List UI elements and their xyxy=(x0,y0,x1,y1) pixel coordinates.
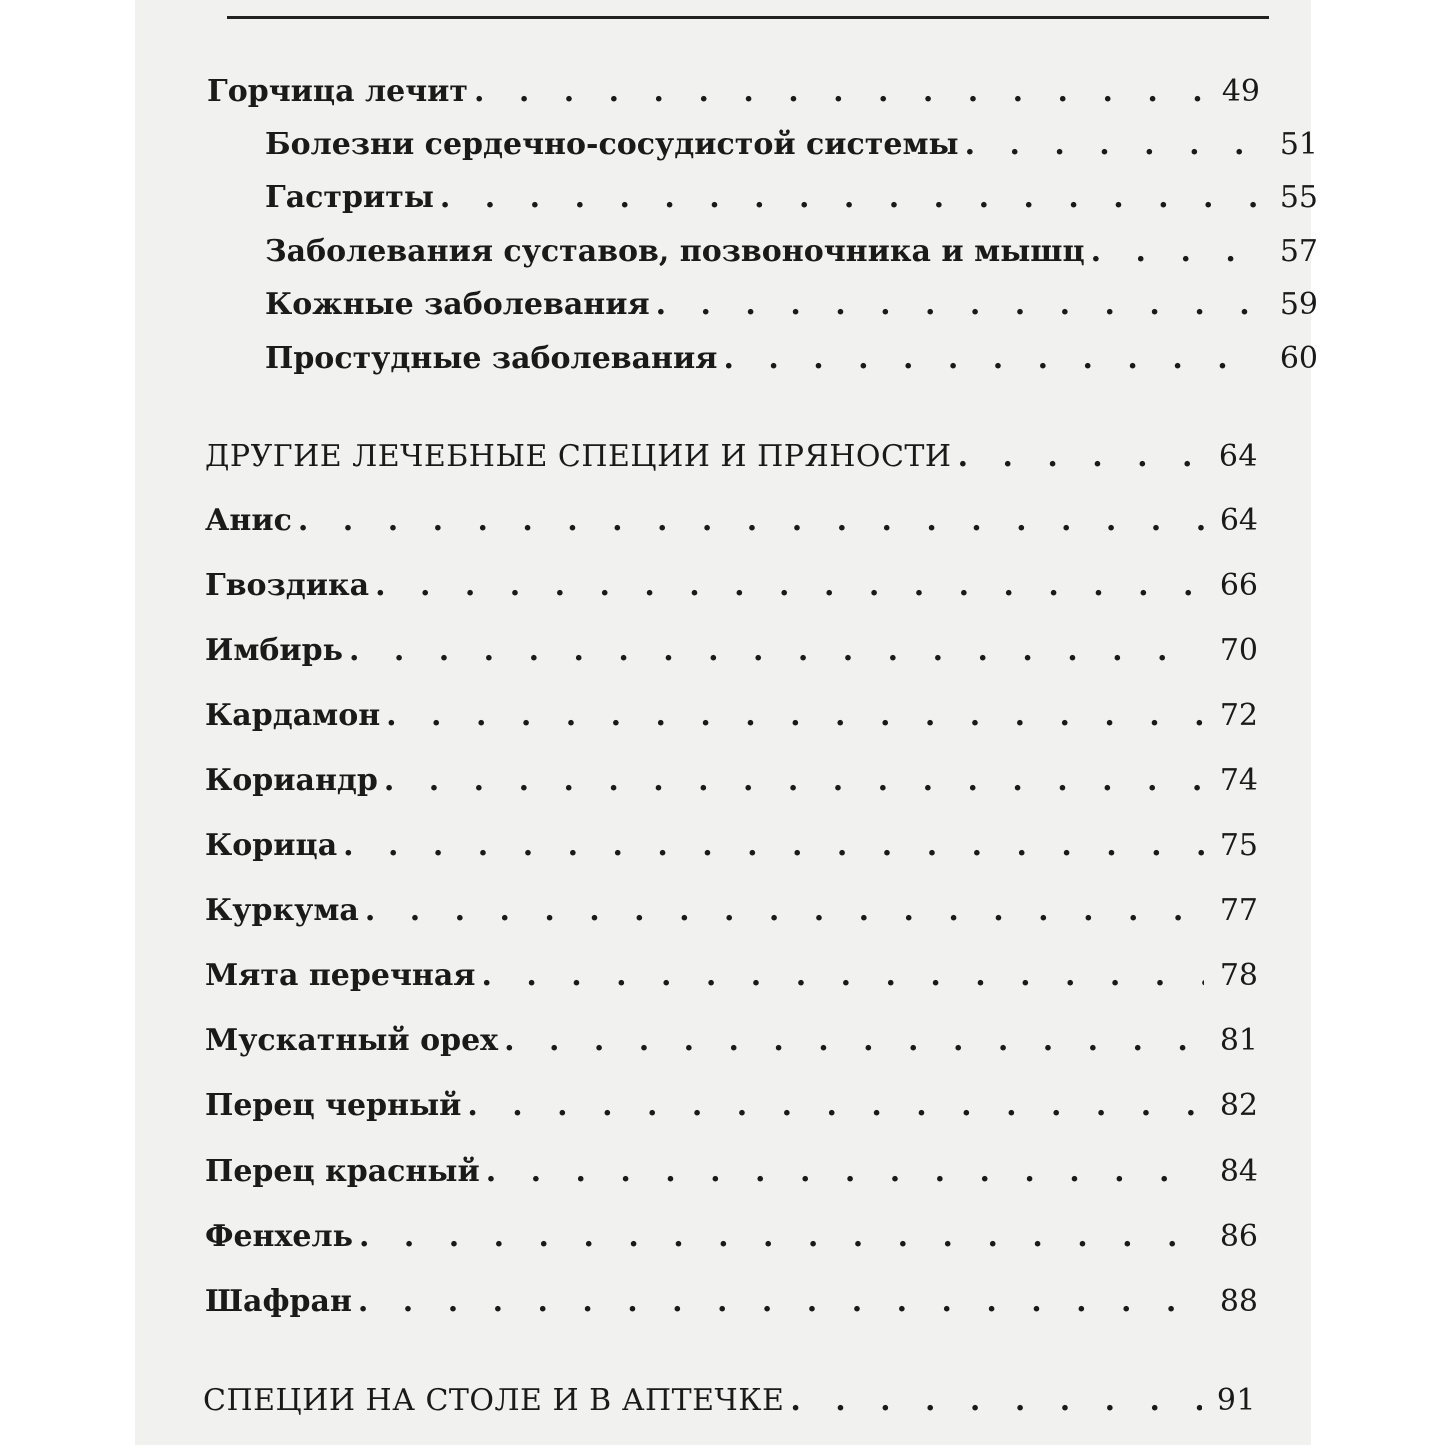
toc-entry-page: 84 xyxy=(1219,1154,1258,1189)
toc-leader-dots xyxy=(298,501,1204,541)
toc-entry-page: 74 xyxy=(1219,763,1258,798)
toc-entry-title: СПЕЦИИ НА СТОЛЕ И В АПТЕЧКЕ xyxy=(203,1383,785,1418)
toc-entry xyxy=(135,1217,1311,1257)
toc-entry-title: Болезни сердечно-сосудистой системы xyxy=(265,127,959,162)
toc-leader-dots xyxy=(504,1021,1204,1061)
toc-entry-page: 70 xyxy=(1219,633,1258,668)
toc-leader-dots xyxy=(384,761,1204,801)
toc-entry xyxy=(135,1021,1311,1061)
toc-entry-page: 75 xyxy=(1219,828,1258,863)
toc-entry-title: Имбирь xyxy=(205,633,344,668)
toc-entry-page: 57 xyxy=(1279,234,1318,269)
toc-leader-dots xyxy=(467,1086,1204,1126)
toc-leader-dots xyxy=(365,891,1204,931)
toc-entry-title: Фенхель xyxy=(205,1219,353,1254)
toc-entry xyxy=(135,631,1311,671)
toc-entry-title: Кожные заболевания xyxy=(265,287,650,322)
toc-entry-page: 55 xyxy=(1279,180,1318,215)
toc-entry-page: 64 xyxy=(1218,439,1258,474)
toc-entry-page: 77 xyxy=(1219,893,1258,928)
toc-entry-title: Шафран xyxy=(205,1284,352,1319)
toc-leader-dots xyxy=(358,1282,1204,1322)
toc-leader-dots xyxy=(440,178,1264,218)
toc-entry-title: Гастриты xyxy=(265,180,434,215)
toc-entry-title: Корица xyxy=(205,828,338,863)
toc-entry-title: Перец черный xyxy=(205,1088,462,1123)
toc-entry xyxy=(135,125,1318,165)
toc-entry-title: Куркума xyxy=(205,893,359,928)
toc-entry-page: 51 xyxy=(1279,127,1318,162)
toc-entry-page: 49 xyxy=(1221,74,1260,109)
toc-leader-dots xyxy=(723,339,1264,379)
toc-entry-title: Гвоздика xyxy=(205,568,370,603)
toc-entry-page: 60 xyxy=(1279,341,1318,376)
toc-entry xyxy=(135,566,1311,606)
toc-entry xyxy=(135,891,1311,931)
toc-leader-dots xyxy=(656,285,1264,325)
toc-entry xyxy=(135,826,1311,866)
toc-entry-title: Простудные заболевания xyxy=(265,341,718,376)
book-page xyxy=(135,0,1318,1445)
toc-entry xyxy=(135,178,1318,218)
toc-entry xyxy=(135,1152,1311,1192)
toc-entry-page: 82 xyxy=(1219,1088,1258,1123)
toc-entry-page: 59 xyxy=(1279,287,1318,322)
toc-entry xyxy=(135,761,1311,801)
toc-entry xyxy=(135,339,1318,379)
toc-entry-title: Кардамон xyxy=(205,698,381,733)
toc-leader-dots xyxy=(486,1152,1204,1192)
toc-leader-dots xyxy=(359,1217,1204,1257)
toc-entry-title: Мята перечная xyxy=(205,958,476,993)
toc-entry xyxy=(135,956,1311,996)
toc-entry-title: Кориандр xyxy=(205,763,378,798)
toc-entry xyxy=(135,285,1318,325)
toc-section-heading xyxy=(135,437,1311,477)
toc-entry-title: Заболевания суставов, позвоночника и мышц xyxy=(265,234,1085,269)
toc-entry-title: Мускатный орех xyxy=(205,1023,499,1058)
toc-entry-page: 64 xyxy=(1219,503,1258,538)
header-rule xyxy=(227,16,1269,19)
toc-entry-title: Горчица лечит xyxy=(207,74,468,109)
toc-entry xyxy=(135,1282,1311,1322)
toc-leader-dots xyxy=(790,1381,1202,1421)
toc-leader-dots xyxy=(965,125,1264,165)
toc-leader-dots xyxy=(349,631,1204,671)
toc-entry-title: Перец красный xyxy=(205,1154,480,1189)
toc-section-heading xyxy=(135,1381,1311,1421)
toc-leader-dots xyxy=(1091,232,1264,272)
toc-entry xyxy=(135,232,1318,272)
toc-entry-page: 66 xyxy=(1219,568,1258,603)
toc-entry-page: 86 xyxy=(1219,1219,1258,1254)
toc-entry xyxy=(135,501,1311,541)
toc-leader-dots xyxy=(958,437,1204,477)
toc-entry-page: 88 xyxy=(1219,1284,1258,1319)
toc-entry-title: ДРУГИЕ ЛЕЧЕБНЫЕ СПЕЦИИ И ПРЯНОСТИ xyxy=(205,439,952,474)
toc-entry xyxy=(135,72,1311,112)
toc-entry-page: 91 xyxy=(1216,1383,1256,1418)
toc-entry xyxy=(135,1086,1311,1126)
toc-entry-title: Анис xyxy=(205,503,292,538)
toc-leader-dots xyxy=(481,956,1204,996)
toc-leader-dots xyxy=(474,72,1206,112)
toc-leader-dots xyxy=(343,826,1204,866)
toc-entry-page: 72 xyxy=(1219,698,1258,733)
toc-entry-page: 81 xyxy=(1219,1023,1258,1058)
toc-entry xyxy=(135,696,1311,736)
toc-leader-dots xyxy=(386,696,1204,736)
toc-entry-page: 78 xyxy=(1219,958,1258,993)
toc-leader-dots xyxy=(375,566,1204,606)
